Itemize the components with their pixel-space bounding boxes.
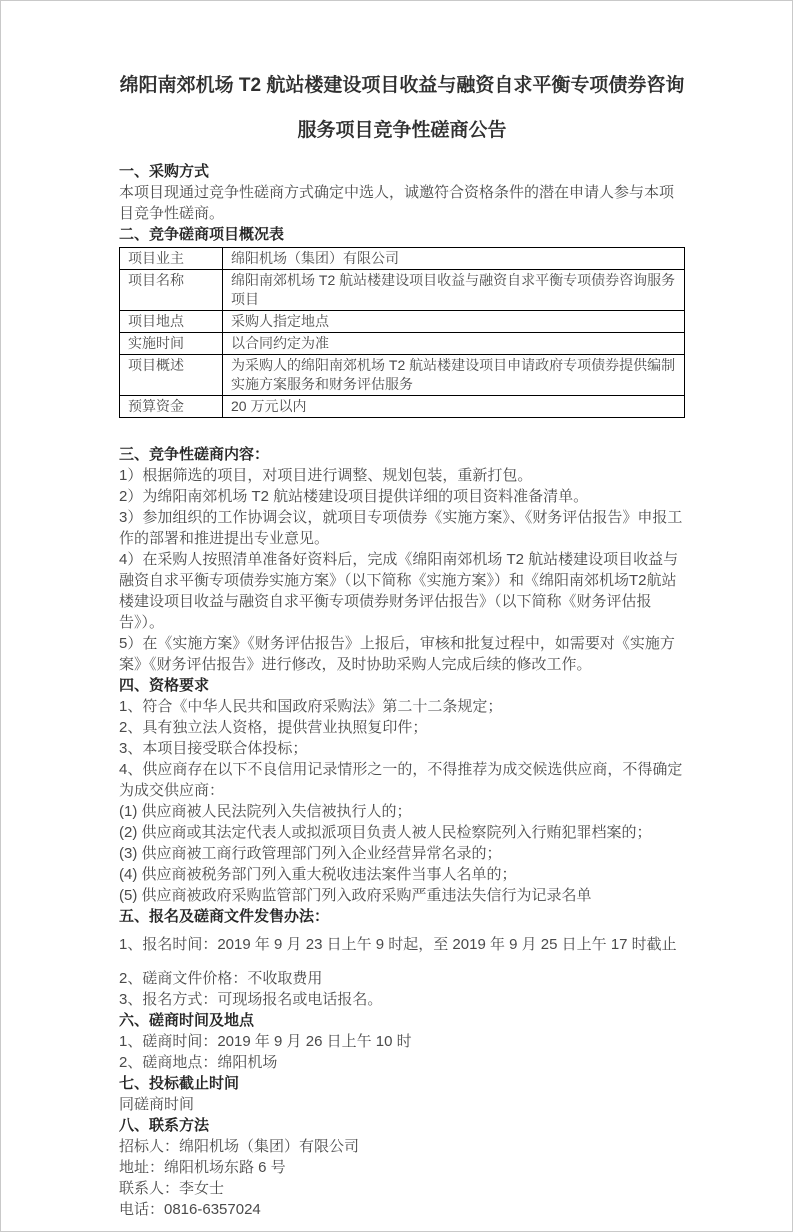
list-item: 4、供应商存在以下不良信用记录情形之一的，不得推荐为成交候选供应商，不得确定为成交供应商： <box>119 761 683 799</box>
sub-list-item: (4) 供应商被税务部门列入重大税收违法案件当事人名单的； <box>119 866 517 883</box>
section-heading: 三、竞争性磋商内容： <box>119 446 270 463</box>
section-heading: 五、报名及磋商文件发售办法： <box>119 908 330 925</box>
section-qualification-requirements <box>119 675 685 906</box>
row-label: 预算资金 <box>120 396 223 418</box>
row-value: 为采购人的绵阳南郊机场 T2 航站楼建设项目申请政府专项债券提供编制实施方案服务和财务评估服务 <box>223 355 685 396</box>
row-label: 项目业主 <box>120 248 223 270</box>
table-row <box>120 270 685 311</box>
list-item: 2、磋商地点：绵阳机场 <box>119 1054 278 1071</box>
list-item: 5）在《实施方案》《财务评估报告》上报后，审核和批复过程中，如需要对《实施方案》《财务评估报告》进行修改，及时协助采购人完成后续的修改工作。 <box>119 635 675 673</box>
sub-list-item: (1) 供应商被人民法院列入失信被执行人的； <box>119 803 412 820</box>
table-row-budget <box>120 396 685 418</box>
table-row <box>120 248 685 270</box>
paragraph: 同磋商时间 <box>119 1096 195 1113</box>
section-consultation-time-place <box>119 1010 685 1073</box>
section-bid-deadline <box>119 1073 685 1115</box>
row-label: 项目地点 <box>120 311 223 333</box>
list-item: 2、具有独立法人资格，提供营业执照复印件； <box>119 719 428 736</box>
section-project-overview <box>119 224 685 418</box>
overview-table <box>119 247 685 418</box>
section-heading: 六、磋商时间及地点 <box>119 1012 255 1029</box>
table-row <box>120 311 685 333</box>
row-label: 项目名称 <box>120 270 223 311</box>
list-item: 2、磋商文件价格：不收取费用 <box>119 970 323 987</box>
table-row <box>120 333 685 355</box>
paragraph: 本项目现通过竞争性磋商方式确定中选人，诚邀符合资格条件的潜在申请人参与本项目竞争性磋商。 <box>119 184 675 222</box>
list-item: 1、符合《中华人民共和国政府采购法》第二十二条规定； <box>119 698 503 715</box>
title-spacer <box>119 153 685 161</box>
section-heading: 四、资格要求 <box>119 677 210 694</box>
contact-line-address: 地址：绵阳机场东路 6 号 <box>119 1159 286 1176</box>
sub-list-item: (3) 供应商被工商行政管理部门列入企业经营异常名录的； <box>119 845 502 862</box>
section-heading: 七、投标截止时间 <box>119 1075 240 1092</box>
list-item: 4）在采购人按照清单准备好资料后，完成《绵阳南郊机场 T2 航站楼建设项目收益与融资自求平衡专项债券实施方案》（以下简称《实施方案》）和《绵阳南郊机场T2航站楼建设项目收益与融资自求平衡专项债券财务评估报告》（以下简称《财务评估报告》）。 <box>119 551 679 631</box>
list-item: 1）根据筛选的项目，对项目进行调整、规划包装，重新打包。 <box>119 467 533 484</box>
sub-list-item: (2) 供应商或其法定代表人或拟派项目负责人被人民检察院列入行贿犯罪档案的； <box>119 824 652 841</box>
row-value: 绵阳南郊机场 T2 航站楼建设项目收益与融资自求平衡专项债券咨询服务项目 <box>223 270 685 311</box>
section-registration-method <box>119 906 685 1010</box>
section-heading: 八、联系方法 <box>119 1117 210 1134</box>
document-title-line-1: 绵阳南郊机场 T2 航站楼建设项目收益与融资自求平衡专项债券咨询 <box>119 75 685 96</box>
list-item: 2）为绵阳南郊机场 T2 航站楼建设项目提供详细的项目资料准备清单。 <box>119 488 589 505</box>
list-item: 3、报名方式：可现场报名或电话报名。 <box>119 991 383 1008</box>
contact-line-phone: 电话：0816-6357024 <box>119 1201 261 1218</box>
row-label: 项目概述 <box>120 355 223 396</box>
section-contact-info <box>119 1115 685 1220</box>
sub-list-item: (5) 供应商被政府采购监管部门列入政府采购严重违法失信行为记录名单 <box>119 887 592 904</box>
section-consultation-content <box>119 444 685 675</box>
list-item: 3）参加组织的工作协调会议，就项目专项债券《实施方案》、《财务评估报告》申报工作的部署和推进提出专业意见。 <box>119 509 683 547</box>
row-value: 绵阳机场（集团）有限公司 <box>223 248 685 270</box>
document-title <box>119 63 685 153</box>
list-item: 3、本项目接受联合体投标； <box>119 740 308 757</box>
row-value: 采购人指定地点 <box>223 311 685 333</box>
row-value: 以合同约定为准 <box>223 333 685 355</box>
table-row <box>120 355 685 396</box>
list-item: 1、磋商时间：2019 年 9 月 26 日上午 10 时 <box>119 1033 412 1050</box>
contact-line-bidder: 招标人：绵阳机场（集团）有限公司 <box>119 1138 360 1155</box>
row-label: 实施时间 <box>120 333 223 355</box>
section-heading: 二、竞争磋商项目概况表 <box>119 226 285 243</box>
document-title-line-2: 服务项目竞争性磋商公告 <box>297 120 507 141</box>
section-procurement-method <box>119 161 685 224</box>
section-heading: 一、采购方式 <box>119 163 210 180</box>
contact-line-person: 联系人：李女士 <box>119 1180 225 1197</box>
row-value-budget: 20 万元以内 <box>223 396 685 418</box>
list-item: 1、报名时间：2019 年 9 月 23 日上午 9 时起，至 2019 年 9 月 25 日上午 17 时截止 <box>119 936 677 953</box>
document-content <box>119 63 685 1220</box>
